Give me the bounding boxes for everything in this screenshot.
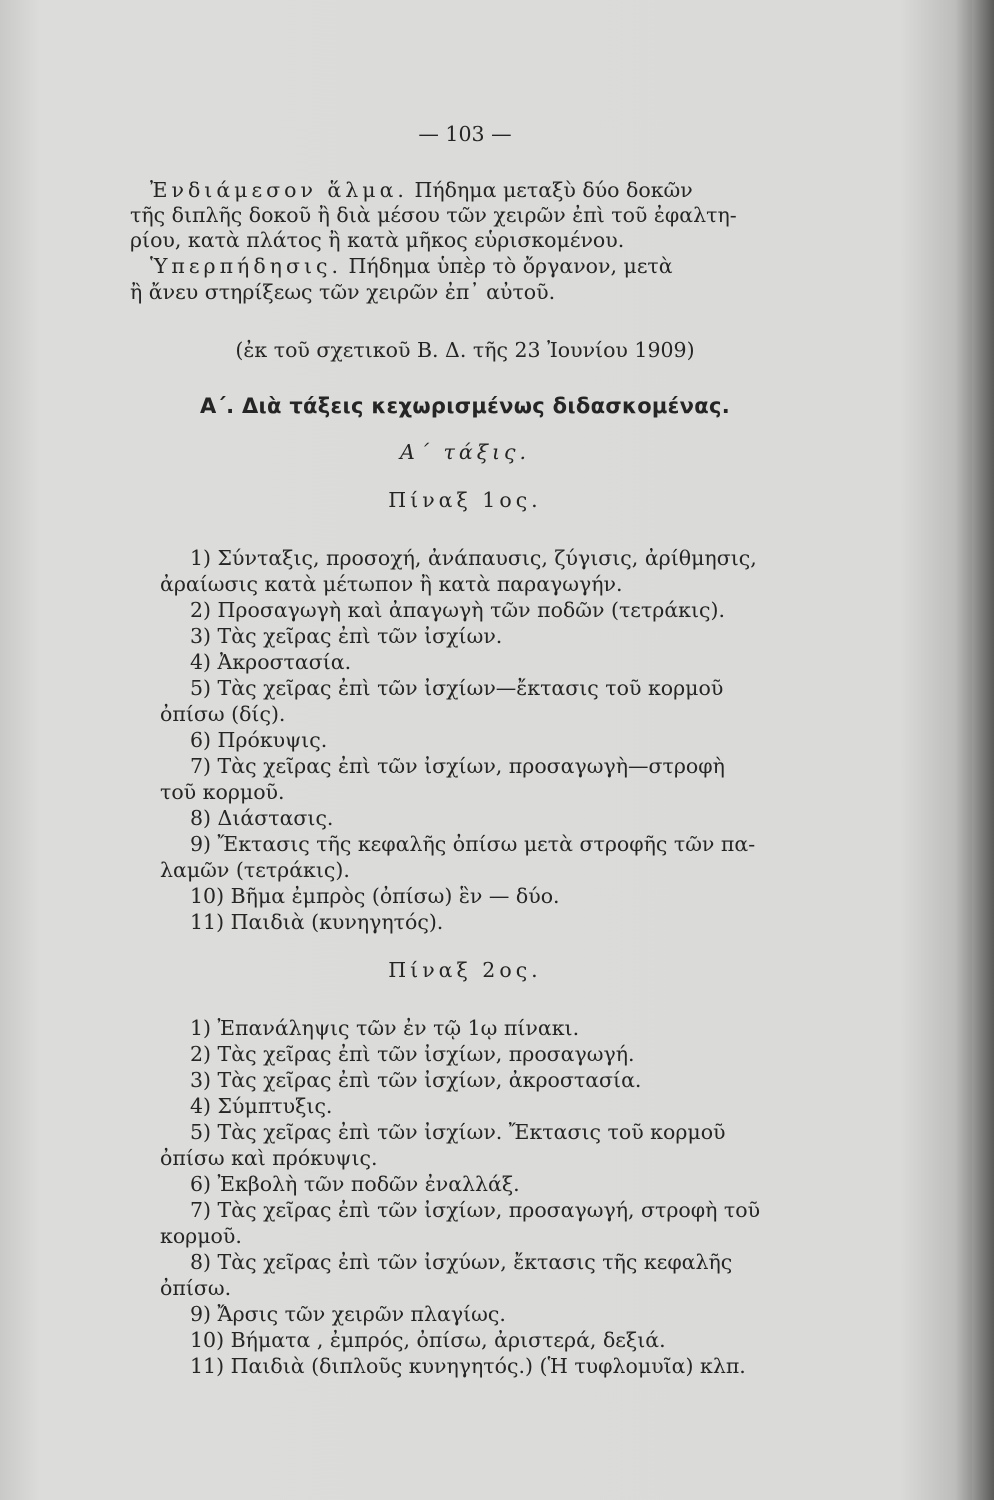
list-item-continuation: ἀραίωσις κατὰ μέτωπον ἢ κατὰ παραγωγήν.	[160, 572, 623, 596]
list-item: 7) Τὰς χεῖρας ἐπὶ τῶν ἰσχίων, προσαγωγὴ—στροφὴ	[190, 754, 725, 778]
list-item: 6) Ἐκβολὴ τῶν ποδῶν ἐναλλάξ.	[190, 1172, 520, 1196]
page-edge-shadow	[972, 0, 994, 1500]
definition-entry	[150, 178, 693, 203]
definition-text: ρίου, κατὰ πλάτος ἢ κατὰ μῆκος εὑρισκομένου.	[130, 228, 625, 252]
list-item: 9) Ἄρσις τῶν χειρῶν πλαγίως.	[190, 1302, 506, 1326]
list-item: 1) Ἐπανάληψις τῶν ἐν τῷ 1ῳ πίνακι.	[190, 1016, 580, 1040]
section-heading: Α΄. Διὰ τάξεις κεχωρισμένως διδασκομένας.	[199, 394, 731, 418]
list-item: 11) Παιδιὰ (διπλοῦς κυνηγητός.) (Ἡ τυφλομυῖα) κλπ.	[190, 1354, 746, 1378]
list-item: 2) Προσαγωγὴ καὶ ἀπαγωγὴ τῶν ποδῶν (τετράκις).	[190, 598, 726, 622]
definition-text: τῆς διπλῆς δοκοῦ ἢ διὰ μέσου τῶν χειρῶν ἐπὶ τοῦ ἐφαλτη-	[130, 203, 737, 227]
list-item: 5) Τὰς χεῖρας ἐπὶ τῶν ἰσχίων. Ἔκτασις τοῦ κορμοῦ	[190, 1120, 726, 1144]
source-note: (ἐκ τοῦ σχετικοῦ Β. Δ. τῆς 23 Ἰουνίου 1909)	[235, 338, 695, 362]
list-item: 8) Διάστασις.	[190, 806, 334, 830]
definition-entry	[150, 254, 673, 279]
list-item-continuation: λαμῶν (τετράκις).	[160, 858, 350, 882]
list-item: 7) Τὰς χεῖρας ἐπὶ τῶν ἰσχίων, προσαγωγή, στροφὴ τοῦ	[190, 1198, 761, 1222]
list-item: 6) Πρόκυψις.	[190, 728, 328, 752]
list-item: 3) Τὰς χεῖρας ἐπὶ τῶν ἰσχίων, ἀκροστασία.	[190, 1068, 642, 1092]
list-item: 4) Σύμπτυξις.	[190, 1094, 333, 1118]
list-item-continuation: τοῦ κορμοῦ.	[160, 780, 285, 804]
list-item-continuation: ὀπίσω καὶ πρόκυψις.	[160, 1146, 378, 1170]
list-item: 9) Ἔκτασις τῆς κεφαλῆς ὀπίσω μετὰ στροφῆς τῶν πα-	[190, 832, 756, 856]
class-heading: Α΄ τάξις.	[399, 440, 531, 464]
table-title: Πίναξ 2ος.	[388, 958, 542, 982]
list-item-continuation: ὀπίσω (δίς).	[160, 702, 286, 726]
definition-term: Ὑπερπήδησις.	[150, 254, 342, 278]
list-item: 1) Σύνταξις, προσοχή, ἀνάπαυσις, ζύγισις, ἀρίθμησις,	[190, 546, 757, 570]
definition-text: ἢ ἄνευ στηρίξεως τῶν χειρῶν ἐπ᾽ αὐτοῦ.	[130, 280, 556, 304]
definition-text: Πήδημα μεταξὺ δύο δοκῶν	[414, 178, 693, 202]
list-item: 3) Τὰς χεῖρας ἐπὶ τῶν ἰσχίων.	[190, 624, 503, 648]
list-item: 2) Τὰς χεῖρας ἐπὶ τῶν ἰσχίων, προσαγωγή.	[190, 1042, 635, 1066]
definition-term: Ἐνδιάμεσον ἅλμα.	[150, 178, 408, 202]
list-item: 4) Ἀκροστασία.	[190, 650, 352, 674]
list-item-continuation: κορμοῦ.	[160, 1224, 242, 1248]
definition-text: Πήδημα ὑπὲρ τὸ ὄργανον, μετὰ	[348, 254, 673, 278]
list-item: 10) Βῆμα ἐμπρὸς (ὀπίσω) ἓν — δύο.	[190, 884, 560, 908]
list-item-continuation: ὀπίσω.	[160, 1276, 232, 1300]
list-item: 5) Τὰς χεῖρας ἐπὶ τῶν ἰσχίων—ἔκτασις τοῦ κορμοῦ	[190, 676, 724, 700]
table-title: Πίναξ 1ος.	[388, 488, 542, 512]
list-item: 11) Παιδιὰ (κυνηγητός).	[190, 910, 444, 934]
page-number: — 103 —	[418, 122, 512, 146]
list-item: 8) Τὰς χεῖρας ἐπὶ τῶν ἰσχύων, ἔκτασις τῆς κεφαλῆς	[190, 1250, 733, 1274]
list-item: 10) Βήματα , ἐμπρός, ὀπίσω, ἀριστερά, δεξιά.	[190, 1328, 666, 1352]
